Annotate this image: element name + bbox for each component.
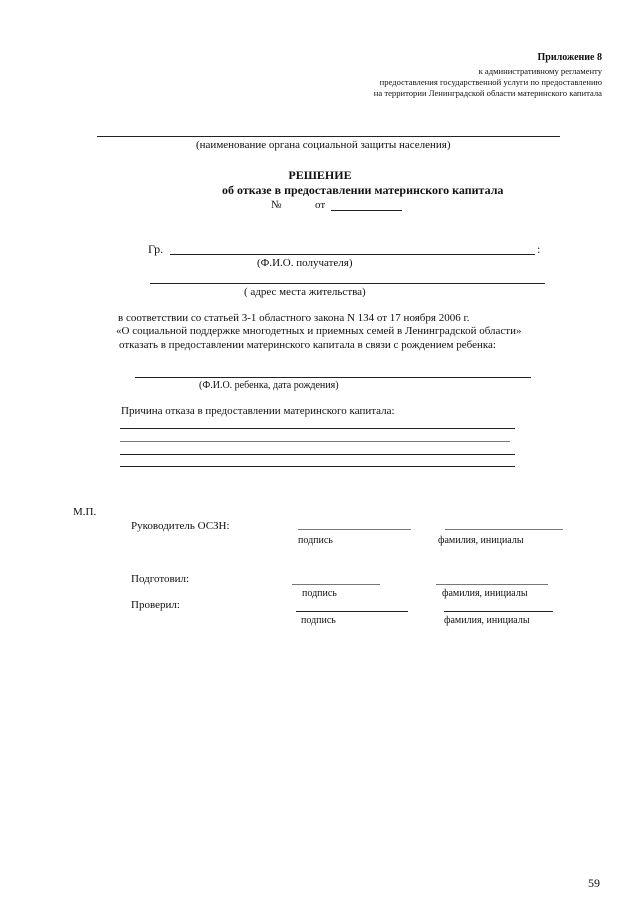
prepared-label: Подготовил:	[131, 573, 190, 585]
reason-line-4[interactable]	[120, 466, 515, 467]
document-subtitle: об отказе в предоставлении материнского капитала	[222, 183, 504, 197]
stamp-label: М.П.	[73, 506, 97, 518]
checked-name-caption: фамилия, инициалы	[444, 615, 530, 626]
organ-caption: (наименование органа социальной защиты населения)	[196, 139, 451, 151]
checked-name-line[interactable]	[444, 611, 553, 612]
body-line-1: в соответствии со статьей 3-1 областного закона N 134 от 17 ноября 2006 г.	[118, 312, 470, 324]
citizen-label: Гр.	[148, 242, 164, 256]
head-name-caption: фамилия, инициалы	[438, 535, 524, 546]
checked-label: Проверил:	[131, 599, 180, 611]
number-label: №	[271, 199, 282, 211]
prepared-signature-caption: подпись	[302, 588, 337, 599]
body-line-2: «О социальной поддержке многодетных и приемных семей в Ленинградской области»	[116, 325, 522, 337]
reason-line-1[interactable]	[120, 428, 515, 429]
head-signature-line[interactable]	[298, 529, 411, 530]
page-number: 59	[588, 876, 600, 890]
header-line-3: на территории Ленинградской области материнского капитала	[373, 88, 602, 98]
head-signature-caption: подпись	[298, 535, 333, 546]
citizen-colon: :	[537, 242, 541, 256]
reason-line-2[interactable]	[120, 441, 510, 442]
prepared-name-caption: фамилия, инициалы	[442, 588, 528, 599]
reason-line-3[interactable]	[120, 454, 515, 455]
date-line[interactable]	[331, 210, 402, 211]
address-line[interactable]	[150, 283, 545, 284]
header-line-1: к административному регламенту	[478, 66, 602, 76]
checked-signature-line[interactable]	[296, 611, 408, 612]
child-info-line[interactable]	[135, 377, 531, 378]
header-line-2: предоставления государственной услуги по предоставлению	[379, 77, 602, 87]
recipient-caption: (Ф.И.О. получателя)	[257, 257, 353, 269]
address-caption: ( адрес места жительства)	[244, 286, 366, 298]
body-line-3: отказать в предоставлении материнского капитала в связи с рождением ребенка:	[119, 339, 496, 351]
head-label: Руководитель ОСЗН:	[131, 520, 230, 532]
prepared-signature-line[interactable]	[292, 584, 380, 585]
checked-signature-caption: подпись	[301, 615, 336, 626]
reason-label: Причина отказа в предоставлении материнского капитала:	[121, 405, 395, 417]
appendix-title: Приложение 8	[537, 52, 602, 63]
head-name-line[interactable]	[445, 529, 563, 530]
document-title: РЕШЕНИЕ	[288, 168, 352, 182]
prepared-name-line[interactable]	[436, 584, 548, 585]
date-label: от	[315, 199, 326, 211]
citizen-name-line[interactable]	[170, 254, 535, 255]
organ-name-line[interactable]	[97, 136, 560, 137]
child-caption: (Ф.И.О. ребенка, дата рождения)	[199, 380, 339, 391]
